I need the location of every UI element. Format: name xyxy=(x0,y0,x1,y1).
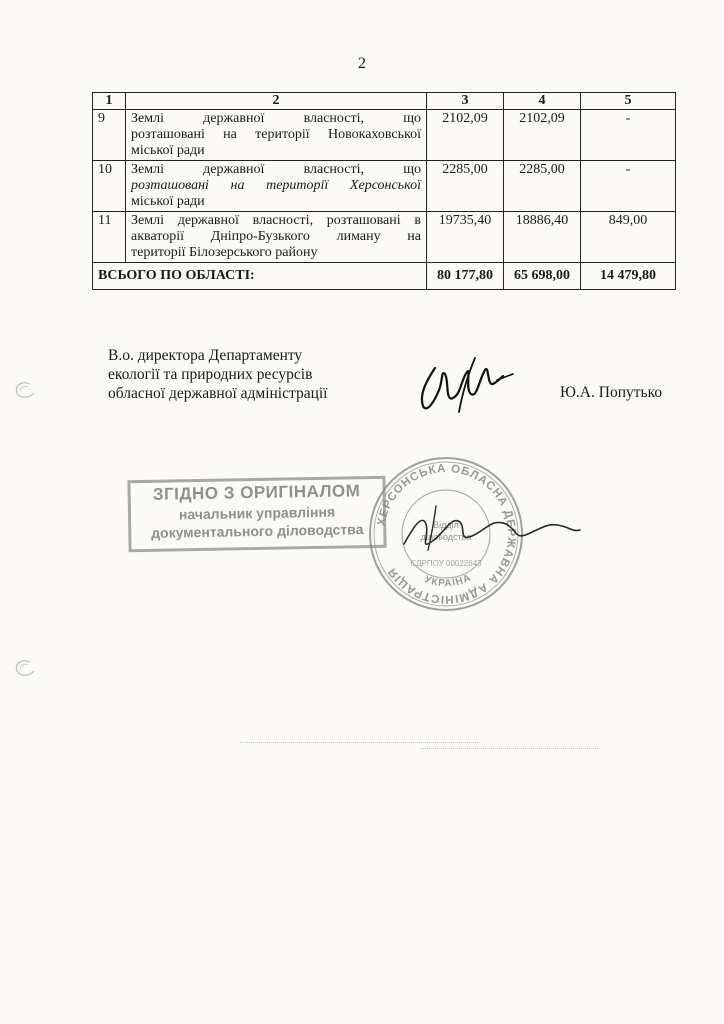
signatory-title xyxy=(108,346,327,403)
row-value-col4: 18886,40 xyxy=(504,212,581,263)
seal-center-text: Відділ xyxy=(433,520,459,530)
seal-center-text: діловодства xyxy=(420,532,472,542)
handwritten-signature xyxy=(405,350,525,420)
description-line: Землі державної власності, що xyxy=(131,162,421,177)
total-value-col4: 65 698,00 xyxy=(504,263,581,290)
stamp-line: начальник управління xyxy=(178,503,336,523)
page-number: 2 xyxy=(358,55,366,72)
description-line: розташовані на території Херсонської xyxy=(131,178,421,193)
description-line: Землі державної власності, розташовані в xyxy=(131,213,421,228)
row-description xyxy=(126,161,427,212)
row-value-col4: 2285,00 xyxy=(504,161,581,212)
hole-punch-mark-icon xyxy=(8,378,40,402)
total-value-col3: 80 177,80 xyxy=(427,263,504,290)
signatory-title-line: екології та природних ресурсів xyxy=(108,366,313,383)
table-row xyxy=(93,212,676,263)
seal-code-text: ЄДРПОУ 00022643 xyxy=(410,559,482,568)
table-header-row xyxy=(93,93,676,110)
table-row xyxy=(93,110,676,161)
header-col-2: 2 xyxy=(126,93,427,110)
faint-show-through-line xyxy=(240,742,480,744)
header-col-3: 3 xyxy=(427,93,504,110)
row-number: 11 xyxy=(93,212,126,263)
seal-bottom-text: УКРАЇНА xyxy=(423,572,474,590)
seal-ring-text: ХЕРСОНСЬКА ОБЛАСНА ДЕРЖАВНА АДМІНІСТРАЦІЯ xyxy=(375,462,518,606)
row-value-col5: - xyxy=(581,110,676,161)
data-table xyxy=(92,92,676,290)
stamp-line: ЗГІДНО З ОРИГІНАЛОМ xyxy=(152,481,361,504)
description-line: міської ради xyxy=(131,143,205,158)
signatory-title-line: В.о. директора Департаменту xyxy=(108,347,303,364)
description-line: розташовані на території Новокаховської xyxy=(131,127,421,142)
copy-certification-stamp xyxy=(127,476,386,552)
header-col-4: 4 xyxy=(504,93,581,110)
row-value-col4: 2102,09 xyxy=(504,110,581,161)
table-row xyxy=(93,161,676,212)
signatory-title-line: обласної державної адміністрації xyxy=(108,385,328,402)
total-value-col5: 14 479,80 xyxy=(581,263,676,290)
description-line: акваторії Дніпро-Бузького лиману на xyxy=(131,229,421,244)
description-line: Землі державної власності, що xyxy=(131,111,421,126)
row-description xyxy=(126,110,427,161)
certifier-signature xyxy=(396,496,586,556)
row-value-col3: 2102,09 xyxy=(427,110,504,161)
row-description xyxy=(126,212,427,263)
stamp-line: документального діловодства xyxy=(151,521,364,541)
description-line: міської ради xyxy=(131,194,205,209)
total-label: ВСЬОГО ПО ОБЛАСТІ: xyxy=(93,263,427,290)
description-line: території Білозерського району xyxy=(131,245,318,260)
row-number: 9 xyxy=(93,110,126,161)
hole-punch-mark-icon xyxy=(8,656,40,680)
faint-show-through-line xyxy=(420,748,600,750)
total-row xyxy=(93,263,676,290)
row-value-col3: 19735,40 xyxy=(427,212,504,263)
header-col-5: 5 xyxy=(581,93,676,110)
row-value-col5: - xyxy=(581,161,676,212)
row-value-col3: 2285,00 xyxy=(427,161,504,212)
signatory-name: Ю.А. Попутько xyxy=(560,384,663,401)
row-number: 10 xyxy=(93,161,126,212)
row-value-col5: 849,00 xyxy=(581,212,676,263)
header-col-1: 1 xyxy=(93,93,126,110)
